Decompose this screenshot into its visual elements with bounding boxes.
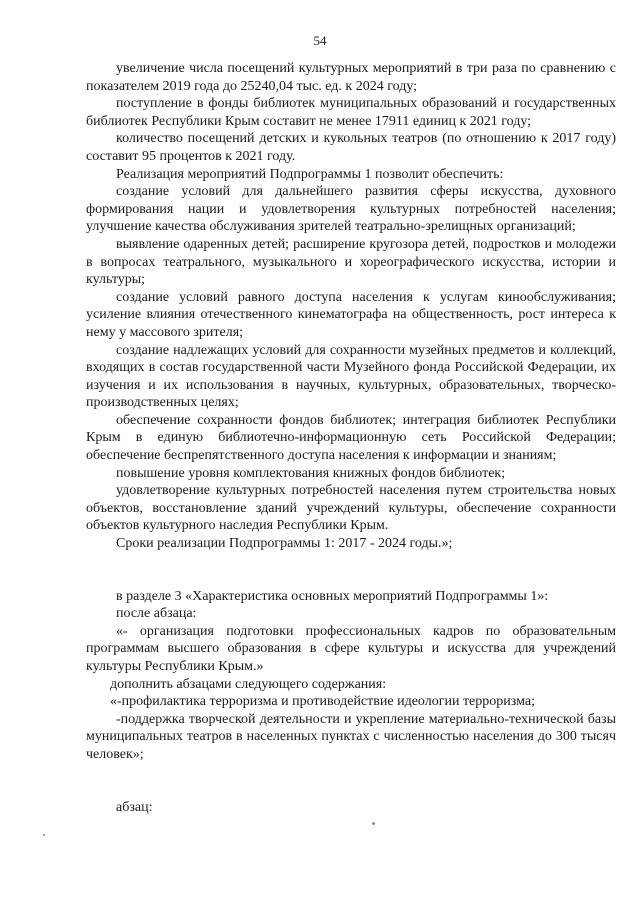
page-number: 54 [313, 33, 327, 48]
paragraph-terrorism-prevention: «-профилактика терроризма и противодействие идеологии терроризма; [110, 694, 535, 710]
paragraph-implementation-intro: Реализация мероприятий Подпрограммы 1 позволит обеспечить: [116, 166, 504, 182]
paragraph-library-funds: поступление в фонды библиотек муниципальных образований и государственных библиотек Республики Крым составит не менее 17911 единиц к 2021 году; [86, 96, 616, 129]
paragraph-section-3: в разделе 3 «Характеристика основных мероприятий Подпрограммы 1»: [116, 588, 549, 604]
paragraph-after-paragraph: после абзаца: [116, 606, 197, 622]
spacer [86, 764, 616, 799]
paragraph-implementation-terms: Сроки реализации Подпрограммы 1: 2017 - 2024 годы.»; [116, 536, 453, 552]
scan-dot [372, 822, 375, 825]
paragraph-book-acquisition: повышение уровня комплектования книжных фондов библиотек; [116, 465, 506, 481]
paragraph-visits-increase: увеличение числа посещений культурных мероприятий в три раза по сравнению с показателем 2019 года до 25240,04 тыс. ед. к 2024 году; [86, 61, 616, 94]
paragraph-theatre-visits: количество посещений детских и кукольных театров (по отношению к 2017 году) составит 95 процентов к 2021 году. [86, 131, 616, 164]
paragraph-library-integration: обеспечение сохранности фондов библиотек; интеграция библиотек Республики Крым в единую библиотечно-информационную сеть Российской Федерации; обеспечение беспрепятственного доступа населения к информации и знаниям; [86, 412, 616, 464]
paragraph-arts-development: создание условий для дальнейшего развития сферы искусства, духовного формирования нации и удовлетворения культурных потребностей населения; улучшение качества обслуживания зрителей театрально-зрелищных организаций; [86, 184, 616, 235]
paragraph-museum-preservation: создание надлежащих условий для сохранности музейных предметов и коллекций, входящих в состав государственной части Музейного фонда Российской Федерации, их изучения и их использования в научных, культурных, образовательных, творческо-производственных целях; [86, 342, 616, 411]
paragraph-cultural-needs: удовлетворение культурных потребностей населения путем строительства новых объектов, восстановление зданий учреждений культуры, обеспечение сохранности объектов культурного наследия Республики Крым. [86, 483, 616, 534]
paragraph-theatre-support: -поддержка творческой деятельности и укрепление материально-технической базы муниципальных театров в населенных пунктах с численностью населения до 300 тысяч человек»; [86, 711, 616, 762]
spacer [86, 553, 616, 588]
paragraph-abzats: абзац: [116, 799, 153, 815]
paragraph-supplement: дополнить абзацами следующего содержания: [110, 676, 387, 692]
document-body [86, 60, 616, 816]
paragraph-cinema-access: создание условий равного доступа населения к услугам кинообслуживания; усиление влияния отечественного кинематографа на общественность, рост интереса к нему у массового зрителя; [86, 289, 616, 340]
scan-dot [43, 834, 45, 836]
paragraph-quoted-training: «- организация подготовки профессиональных кадров по образовательным программам высшего образования в сфере культуры и искусства для учреждений культуры Республики Крым.» [86, 623, 616, 674]
paragraph-gifted-children: выявление одаренных детей; расширение кругозора детей, подростков и молодежи в вопросах театрального, музыкального и хореографического искусства, истории и культуры; [86, 236, 616, 288]
